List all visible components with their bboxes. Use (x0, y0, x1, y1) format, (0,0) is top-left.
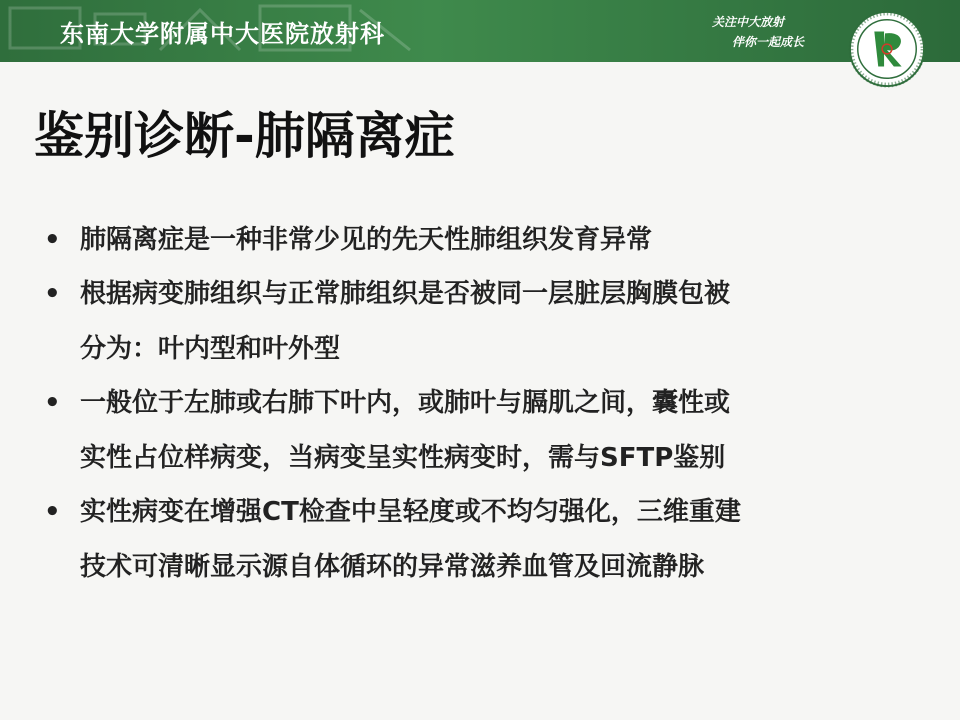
bullet-dot-icon: • (44, 279, 61, 309)
hospital-radiology-logo-icon (848, 10, 926, 88)
department-title: 东南大学附属中大医院放射科 (60, 19, 385, 48)
bullet-text-line: 实性占位样病变，当病变呈实性病变时，需与SFTP鉴别 (80, 443, 726, 473)
bullet-list (40, 218, 920, 599)
bullet-text-line: 肺隔离症是一种非常少见的先天性肺组织发育异常 (80, 225, 653, 255)
bullet-dot-icon: • (44, 225, 61, 255)
bullet-text-line: 技术可清晰显示源自体循环的异常滋养血管及回流静脉 (80, 552, 705, 582)
bullet-text-line: 分为：叶内型和叶外型 (80, 334, 341, 364)
slide-title: 鉴别诊断-肺隔离症 (34, 107, 455, 165)
bullet-item (40, 218, 920, 262)
slogan (712, 12, 832, 56)
bullet-item (40, 381, 920, 480)
bullet-item (40, 272, 920, 371)
header-banner (0, 0, 960, 62)
bullet-text-line: 根据病变肺组织与正常肺组织是否被同一层脏层胸膜包被 (80, 279, 731, 309)
bullet-item (40, 490, 920, 589)
slogan-line-2: 伴你一起成长 (732, 35, 805, 49)
bullet-dot-icon: • (44, 388, 61, 418)
slogan-line-1: 关注中大放射 (712, 15, 785, 29)
bullet-dot-icon: • (44, 497, 61, 527)
bullet-text-line: 一般位于左肺或右肺下叶内，或肺叶与膈肌之间，囊性或 (80, 388, 731, 418)
bullet-text-line: 实性病变在增强CT检查中呈轻度或不均匀强化，三维重建 (80, 497, 741, 527)
